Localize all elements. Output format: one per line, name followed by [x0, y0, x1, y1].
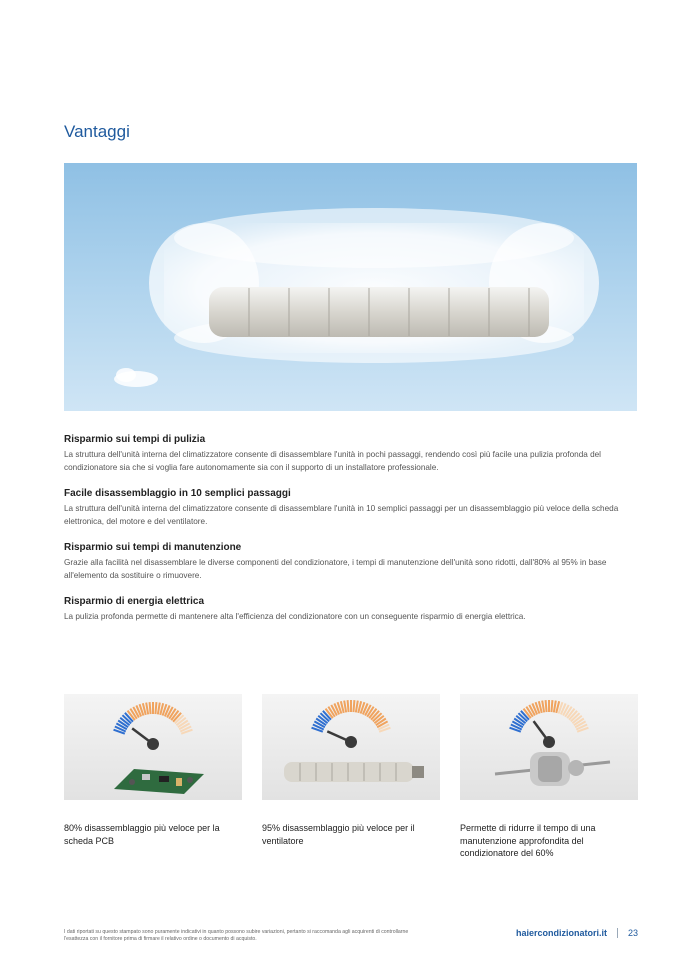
gauge-tick [546, 700, 547, 712]
page-number: 23 [627, 928, 638, 938]
footer-right [516, 928, 638, 938]
benefit-easy-disassembly [64, 488, 642, 528]
gauge-tick [356, 701, 358, 713]
card-motor [460, 694, 638, 860]
footer-disclaimer: I dati riportati su questo stampato sono puramente indicativi in quanto possono subire variazioni, pertanto si raccomanda agli acquirenti di controllarne l'esattezza con il fornitore prima di firmare il relativo ordine o documento di acquisto. [64, 929, 409, 942]
gauge-tick [150, 702, 151, 714]
gauge-tick [348, 700, 349, 712]
benefit-text: La struttura dell'unità interna del climatizzatore consente di disassemblare l'unità in pochi passaggi, rendendo così più facile una pulizia profonda del condizionatore sia che si voglia fare autonomamente sia con il supporto di un installatore professionale. [64, 450, 602, 472]
gauge-tick [155, 702, 156, 714]
benefit-maintenance-time [64, 542, 642, 582]
website-link[interactable]: haiercondizionatori.it [515, 928, 607, 938]
motor-gauge-image [460, 694, 638, 800]
gauge-tick [158, 703, 160, 715]
pcb-board-icon [114, 769, 204, 794]
card-fan [262, 694, 440, 847]
card-caption: Permette di ridurre il tempo di una manutenzione approfondita del condizionatore del 60% [460, 823, 596, 858]
page-title: Vantaggi [64, 122, 130, 141]
gauge-needle [534, 721, 549, 742]
gauge-needle [327, 731, 351, 742]
card-caption: 80% disassemblaggio più veloce per la scheda PCB [64, 823, 220, 846]
benefit-heading: Risparmio di energia elettrica [64, 596, 205, 607]
benefits-list [64, 434, 642, 638]
fan-motor-icon [495, 752, 610, 786]
gauge-tick [146, 703, 148, 715]
card-caption: 95% disassemblaggio più veloce per il ventilatore [262, 823, 415, 846]
fan-rotor-icon [284, 762, 424, 782]
gauge-tick [554, 701, 556, 713]
benefit-energy-saving [64, 596, 642, 624]
gauge-tick [353, 700, 354, 712]
gauge-needle [132, 728, 153, 744]
benefit-heading: Risparmio sui tempi di pulizia [64, 434, 206, 445]
benefit-text: La pulizia profonda permette di mantenere alta l'efficienza del condizionatore con un conseguente risparmio di energia elettrica. [64, 612, 526, 621]
footer-separator [617, 928, 618, 938]
benefit-heading: Facile disassemblaggio in 10 semplici passaggi [64, 488, 291, 499]
benefit-text: La struttura dell'unità interna del climatizzatore consente di disassemblare l'unità in 10 semplici passaggi per un disassemblaggio più veloce della scheda elettronica, del motore e del ventilatore. [64, 504, 619, 526]
benefit-heading: Risparmio sui tempi di manutenzione [64, 542, 242, 553]
hero-image-ac-unit-in-cloud [64, 163, 637, 411]
fan-gauge-image [262, 694, 440, 800]
benefit-cleaning-time [64, 434, 642, 474]
card-pcb [64, 694, 242, 847]
benefit-text: Grazie alla facilità nel disassemblare le diverse componenti del condizionatore, i tempi di manutenzione dell'unità sono ridotti, dall'80% al 95% in base all'elemento da sostituire o rimuovere. [64, 558, 607, 580]
gauge-tick [542, 701, 544, 713]
gauge-tick [551, 700, 552, 712]
pcb-gauge-image [64, 694, 242, 800]
gauge-tick [344, 701, 346, 713]
